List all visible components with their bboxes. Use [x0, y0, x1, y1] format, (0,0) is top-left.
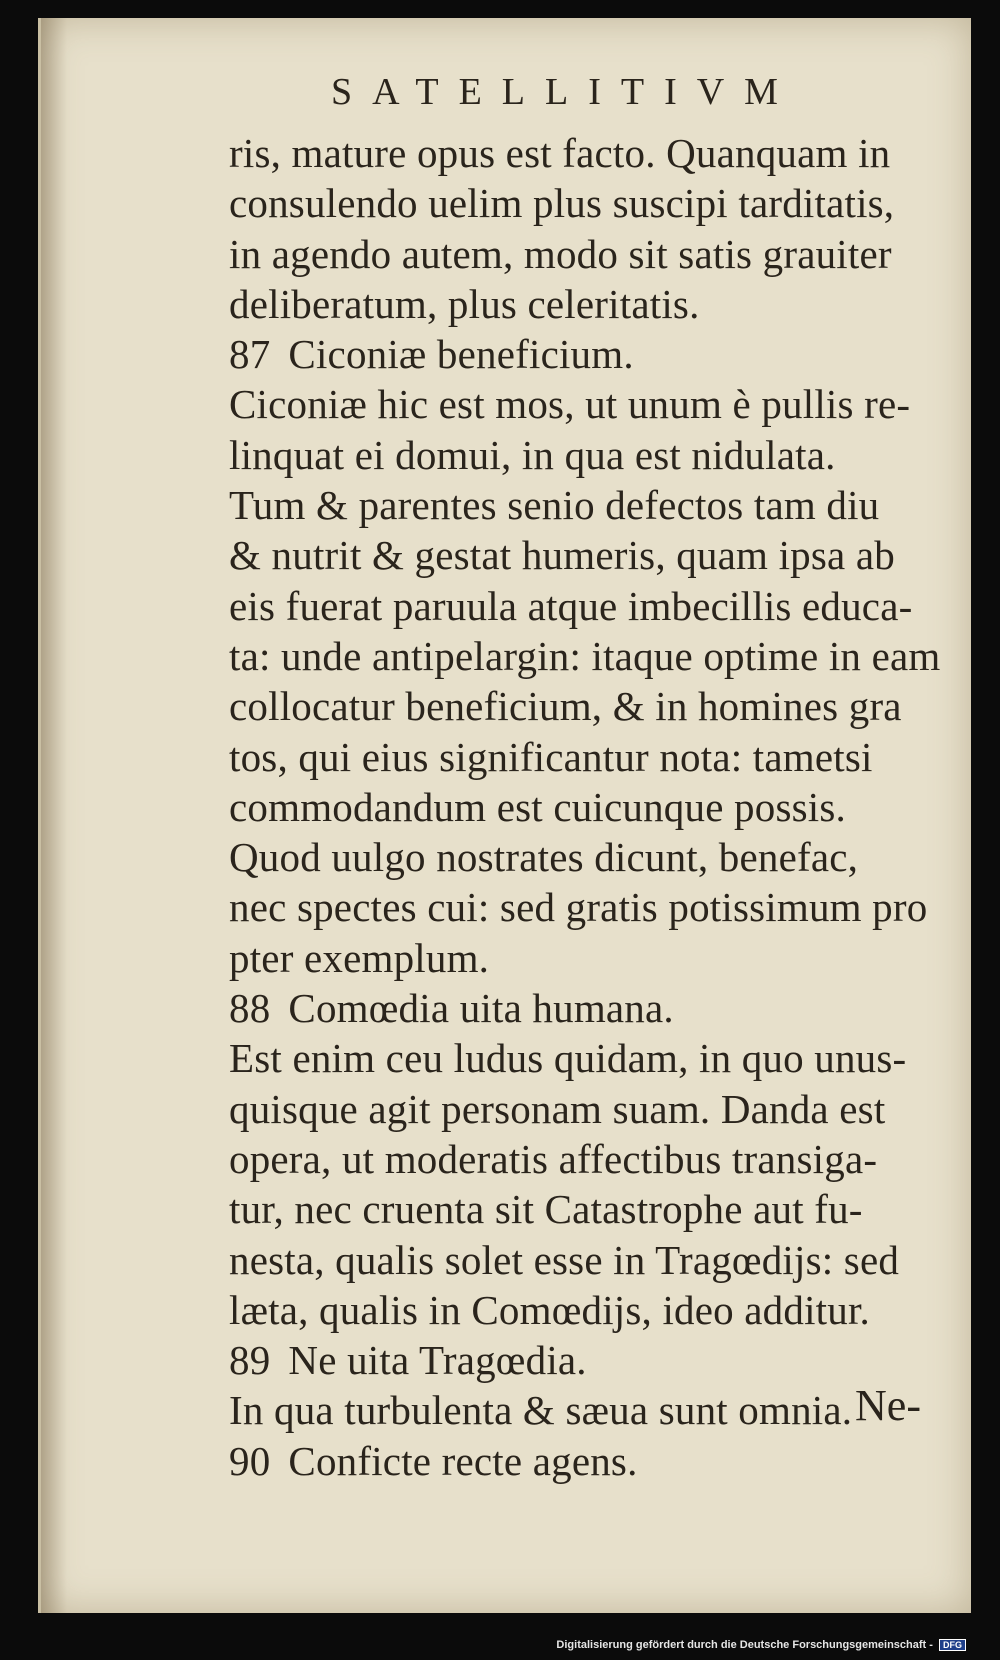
text-line — [229, 832, 989, 882]
text-line — [229, 178, 989, 228]
section-heading — [229, 1436, 989, 1486]
line-text: commodandum est cuicunque possis. — [229, 783, 846, 830]
line-text: deliberatum, plus celeritatis. — [229, 280, 700, 327]
book-page — [38, 18, 971, 1613]
line-text: tos, qui eius significantur nota: tametsi — [229, 733, 873, 780]
line-text: quisque agit personam suam. Danda est — [229, 1085, 886, 1132]
text-line — [229, 229, 989, 279]
text-line — [229, 882, 989, 932]
text-line — [229, 1285, 989, 1335]
text-line — [229, 1235, 989, 1285]
line-text: Est enim ceu ludus quidam, in quo unus- — [229, 1035, 907, 1082]
section-heading — [229, 983, 989, 1033]
line-text: Conficte recte agens. — [288, 1437, 638, 1484]
text-line — [229, 480, 989, 530]
text-line — [229, 933, 989, 983]
text-line — [229, 530, 989, 580]
text-line — [229, 430, 989, 480]
running-header: SATELLITIVM — [331, 71, 798, 113]
line-text: Ne uita Tragœdia. — [288, 1337, 587, 1384]
line-text: tur, nec cruenta sit Catastrophe aut fu- — [229, 1186, 863, 1233]
text-line — [229, 581, 989, 631]
text-line — [229, 128, 989, 178]
line-text: Ciconiæ beneficium. — [288, 331, 634, 378]
line-text: in agendo autem, modo sit satis grauiter — [229, 230, 892, 277]
line-text: collocatur beneficium, & in homines gra — [229, 683, 902, 730]
line-text: nesta, qualis solet esse in Tragœdijs: sed — [229, 1236, 900, 1283]
line-text: consulendo uelim plus suscipi tarditatis, — [229, 180, 895, 227]
line-text: Tum & parentes senio defectos tam diu — [229, 482, 880, 529]
line-text: In qua turbulenta & sæua sunt omnia. — [229, 1387, 853, 1434]
text-line — [229, 1084, 989, 1134]
section-number: 87 — [229, 331, 271, 378]
line-text: opera, ut moderatis affectibus transiga- — [229, 1135, 878, 1182]
text-line — [229, 379, 989, 429]
line-text: ris, mature opus est facto. Quanquam in — [229, 130, 891, 176]
text-line — [229, 631, 989, 681]
section-number: 89 — [229, 1337, 271, 1384]
line-text: linquat ei domui, in qua est nidulata. — [229, 431, 836, 478]
line-text: pter exemplum. — [229, 934, 490, 981]
line-text: læta, qualis in Comœdijs, ideo additur. — [229, 1286, 870, 1333]
section-heading — [229, 1335, 989, 1385]
page-body — [229, 128, 989, 1486]
line-text: Comœdia uita humana. — [288, 985, 674, 1032]
text-line — [229, 279, 989, 329]
section-heading — [229, 329, 989, 379]
digitization-credit — [556, 1639, 966, 1651]
line-text: Quod uulgo nostrates dicunt, benefac, — [229, 834, 859, 881]
line-text: eis fuerat paruula atque imbecillis educa- — [229, 582, 913, 629]
text-line — [229, 782, 989, 832]
dfg-logo: DFG — [939, 1639, 966, 1651]
text-line — [229, 681, 989, 731]
text-line — [229, 1184, 989, 1234]
credit-text: Digitalisierung gefördert durch die Deutsche Forschungsgemeinschaft - — [556, 1639, 933, 1651]
text-line — [229, 732, 989, 782]
line-text: Ciconiæ hic est mos, ut unum è pullis re- — [229, 381, 911, 428]
line-text: nec spectes cui: sed gratis potissimum pro — [229, 884, 928, 931]
line-text: & nutrit & gestat humeris, quam ipsa ab — [229, 532, 895, 579]
section-number: 88 — [229, 985, 271, 1032]
catchword: Ne- — [855, 1381, 921, 1430]
text-line — [229, 1134, 989, 1184]
text-line — [229, 1033, 989, 1083]
section-number: 90 — [229, 1437, 271, 1484]
line-text: ta: unde antipelargin: itaque optime in eam — [229, 632, 941, 679]
